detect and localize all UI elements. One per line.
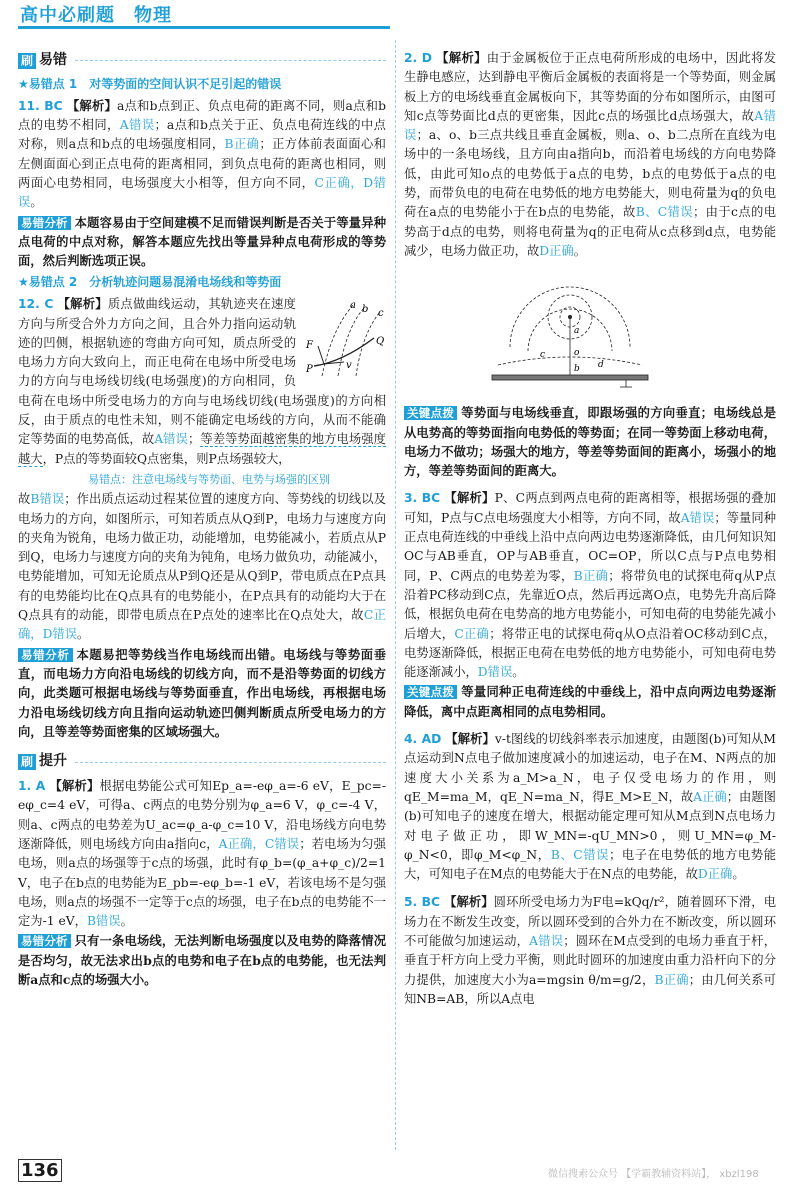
- answer-text: ；将带负电的试探电荷q从P点沿着PC移动到C点，先靠近O点，然后再远离O点，电势先升高后降低，根据负电荷在电势高的地方电势能小，可知电荷的电势能先减小后增大，: [404, 568, 776, 641]
- answer-number: 3. BC: [404, 491, 441, 506]
- answer-verdict: A错误: [529, 933, 564, 948]
- error-analysis-1: [18, 931, 386, 989]
- section-yicuo: [18, 50, 386, 72]
- answer-text: 。: [573, 243, 587, 258]
- section-tisheng: [18, 751, 386, 773]
- answer-3: [404, 488, 776, 682]
- section-rule: [75, 762, 386, 763]
- error-analysis-text: 只有一条电场线，无法判断电场强度以及电势的降落情况是否均匀，故无法求出b点的电势和电子在b点的电势能，也无法判断a点和c点的场强大小。: [18, 933, 386, 988]
- answer-text: v-t图线的切线斜率表示加速度，由题图(b)可知从M点运动到N点电子做加速度减小的加速运动，电子在M、N两点的加速度大小关系为a_M>a_N，电子仅受电场力的作用，则qE_M=ma_M，qE_N=ma_N，得E_M>E_N，故: [404, 732, 776, 804]
- key-tip-text: 等量同种正电荷连线的中垂线上，沿中点向两边电势逐渐降低，离中点距离相同的点电势相同。: [404, 684, 776, 719]
- answer-text: 。: [512, 665, 525, 680]
- answer-number: 4. AD: [404, 732, 442, 747]
- answer-verdict: B错误: [86, 914, 121, 929]
- section-tag: 刷: [18, 754, 36, 770]
- section-title: 提升: [39, 753, 68, 770]
- key-tip-3: [404, 682, 776, 721]
- answer-text: 质点做曲线运动，其轨迹夹在速度方向与所受合外力方向之间，且合外力指向运动轨迹的凹侧，根据轨迹的弯曲方向可知，质点所受的电场力方向大致向上，而正电荷在电场中所受电场力的方向与电场线切线(电场强度)的方向相同，负电荷在电场中所受电场力的方向与电场线切线(电场强度)的方向相反，由于质点的电性未知，则不能确定电场线的方向，从而不能确定等势面的电势高低，故: [18, 297, 386, 447]
- error-analysis-12: [18, 645, 386, 741]
- answer-number: 2. D: [404, 51, 433, 65]
- analysis-label: 【解析】: [444, 490, 495, 506]
- page-number-text: 136: [18, 1159, 62, 1182]
- force-arrow: [318, 346, 324, 364]
- answer-text: ，P点的等势面较Q点密集，则P点场强较大，: [42, 451, 291, 466]
- page-number: [18, 1157, 62, 1185]
- analysis-label: 【解析】: [436, 50, 487, 65]
- analysis-label: 【解析】: [57, 296, 108, 312]
- answer-text: ；由几何关系可知NB=AB，所以A点电: [404, 972, 776, 1006]
- underlined-text: 等差等势面越密集的地方电场强度越大: [18, 432, 386, 466]
- label-p: P: [306, 364, 313, 376]
- book-title: 高中必刷题 物理: [20, 5, 172, 26]
- label-c: c: [540, 350, 546, 361]
- answer-verdict: A错误: [680, 510, 715, 525]
- answer-verdict: D正确: [539, 243, 574, 258]
- answer-text: ；a、o、b三点共线且垂直金属板，则a、o、b二点所在直线为电场中的一条电场线，且方向由a指向b，而沿着电场线的方向电势降低，由此可知o点的电势低于a点的电势，b点的电势低于a点的电势，而带负电的电荷在电势低的地方电势能大，则电荷量为q的负电荷在a点的电势能小于在b点的电势能，故: [404, 128, 776, 220]
- label-b: b: [574, 364, 580, 375]
- analysis-label: 【解析】: [49, 778, 100, 794]
- answer-verdict: B错误: [30, 492, 65, 507]
- answer-text: ；电子在电势低的地方电势能大，可知电子在M点的电势能大于在N点的电势能，故: [404, 847, 776, 882]
- error-point-1: ★易错点 1 对等势面的空间认识不足引起的错误: [18, 76, 282, 91]
- answer-verdict: B、C错误: [635, 205, 693, 220]
- answer-number: 11. BC: [18, 98, 63, 113]
- label-a: a: [574, 326, 580, 337]
- label-o: o: [574, 348, 580, 359]
- answer-11: [18, 96, 386, 213]
- answer-text: 圆环所受电场力为F电=kQq/r²，随着圆环下滑，电场力在不断发生改变，所以圆环受到的合外力在不断改变，所以圆环不可能做匀加速运动，: [404, 895, 776, 948]
- answer-verdict: A错误: [404, 108, 776, 143]
- section-tag: 刷: [18, 53, 36, 69]
- answer-text: ；等量同种正点电荷连线的中垂线上沿中点向两边电势逐渐降低，由几何知识知OC与AB垂直，OP与AB垂直，OC=OP，所以C点与P点电势相同，P、C两点的电势差为零，: [404, 510, 776, 583]
- metal-plate: [492, 375, 648, 380]
- label-c: c: [378, 308, 384, 320]
- error-analysis-badge: 易错分析: [18, 216, 71, 230]
- error-tip: 易错点：注意电场线与等势面、电势与场强的区别: [88, 472, 330, 486]
- section-title: 易错: [39, 52, 68, 68]
- trajectory-figure: [302, 298, 386, 380]
- analysis-label: 【解析】: [66, 97, 117, 113]
- answer-text: P、C两点到两点电荷的距离相等，根据场强的叠加可知，P点与C点电场强度大小相等，方向不同，故: [404, 491, 776, 525]
- answer-verdict: A错误: [119, 118, 155, 133]
- left-column: [18, 48, 386, 989]
- right-column: [404, 48, 776, 1009]
- error-analysis-text: 本题易把等势线当作电场线而出错。电场线与等势面垂直，而电场力方向沿电场线的切线方向，而不是沿等势面的切线方向，此类题可根据电场线与等势面垂直，作出电场线，再根据电场力沿电场线切线方向且指向运动轨迹凹侧判断质点所受电场力的方向，且等差等势面密集的区域场强大。: [18, 646, 386, 739]
- watermark: 微信搜索公众号 【学霸教辅资料站】， xbzl198: [548, 1169, 759, 1180]
- answer-5: [404, 892, 776, 1009]
- answer-text: ；: [187, 432, 201, 447]
- answer-verdict: B正确: [224, 137, 260, 152]
- answer-text: ；由于c点的电势高于d点的电势，则将电荷量为q的正电荷从c点移到d点，电势能减少，电场力做正功，故: [404, 205, 776, 258]
- answer-text: ；正方体前表面面心和左侧面面心到正点电荷的距离相同，到负点电荷的距离也相同，则两面心电势相同，电场强度大小相等，但方向不同，: [18, 137, 386, 190]
- label-b: b: [362, 304, 369, 316]
- answer-text: ；圆环在M点受到的电场力垂直于杆，垂直于杆方向上受力平衡，则此时圆环的加速度由重力沿杆向下的分力提供，加速度大小为a=mgsin θ/m=g/2，: [404, 933, 776, 987]
- answer-number: 12. C: [18, 297, 54, 312]
- key-tip-text: 等势面与电场线垂直，即跟场强的方向垂直；电场线总是从电势高的等势面指向电势低的等势面；在同一等势面上移动电荷，电场力不做功；场强大的地方，等差等势面间的距离小，场强小的地方，等差等势面间的距离大。: [404, 405, 776, 479]
- error-analysis-text: 本题容易由于空间建模不足而错误判断是否关于等量异种点电荷的中点对称，解答本题应先找出等量异种点电荷形成的等势面，然后判断选项正误。: [18, 214, 386, 269]
- section-rule: [75, 60, 386, 61]
- answer-number: 1. A: [18, 779, 46, 794]
- label-force: F: [306, 340, 313, 352]
- answer-verdict: B正确: [573, 568, 609, 583]
- error-analysis-badge: 易错分析: [18, 648, 73, 662]
- key-tip-badge: 关键点拨: [404, 685, 457, 699]
- answer-verdict: A错误: [154, 432, 188, 447]
- answer-text: ；a点和b点关于正、负点电荷连线的中点对称，则a点和b点的电场强度相同，: [18, 118, 386, 152]
- column-divider: [395, 40, 396, 1150]
- answer-text: ；由题图(b)可知电子的速度在增大，根据动能定理可知从M点到N点电场力对电子做正功，即W_MN=-qU_MN>0，则U_MN=φ_M-φ_N<0，即φ_M<φ_N，: [404, 789, 776, 862]
- answer-number: 5. BC: [404, 895, 440, 910]
- answer-text: a点和b点到正、负点电荷的距离不同，则a点和b点的电势不相同，: [18, 98, 386, 133]
- answer-verdict: C正确: [454, 626, 490, 641]
- answer-text: 。: [120, 914, 133, 929]
- answer-text: ；作出质点运动过程某位置的速度方向、等势线的切线以及电场力的方向，如图所示，可知若质点从Q到P，电场力与速度方向的夹角为锐角，电场力做正功，动能增加，电势能减小，若质点从P到Q，电场力与速度方向的夹角为钝角，电场力做负功，动能减小，电势能增加，可知无论质点从P到Q还是从Q到P，带电质点在P点具有的电势能均比在Q点具有的电势能小，在P点具有的动能均大于在Q点具有的动能，即带电质点在P点处的速率比在Q点处大，故: [18, 492, 386, 623]
- answer-verdict: D错误: [477, 665, 513, 680]
- label-v: v: [346, 360, 352, 372]
- answer-text: 由于金属板位于正点电荷所形成的电场中，因此将发生静电感应，达到静电平衡后金属板的表面将是一个等势面，则金属板上方的电场线垂直金属板向下，其等势面的分布如图所示，由图可知c点等势面比d点的更密集，因此c点的场强比d点场强大，故: [404, 51, 776, 123]
- key-tip-badge: 关键点拨: [404, 406, 457, 420]
- key-tip-2: [404, 403, 776, 480]
- answer-text: 。: [77, 627, 90, 642]
- answer-text: 故: [18, 492, 31, 507]
- answer-12-cont: [18, 490, 386, 644]
- answer-2: [404, 48, 776, 261]
- answer-verdict: C正确，D错误: [18, 608, 386, 642]
- analysis-label: 【解析】: [445, 731, 495, 747]
- answer-text: ；将带正电的试探电荷q从O点沿着OC移动到C点，电势逐渐降低，根据正电荷在电势低的地方电势能小，可知电荷电势能逐渐减小，: [404, 626, 776, 680]
- error-point-2: ★易错点 2 分析轨迹问题易混淆电场线和等势面: [18, 275, 282, 290]
- equipotential-figure: [490, 271, 650, 393]
- answer-1: [18, 776, 386, 931]
- label-q: Q: [376, 336, 385, 348]
- page-header: [0, 0, 800, 28]
- answer-text: 根据电势能公式可知Ep_a=-eφ_a=-6 eV，E_pc=-eφ_c=4 eV，可得a、c两点的电势分别为φ_a=6 V，φ_c=-4 V，则a、c两点的电势差为U_ac=φ_a-φ_c=10 V，沿电场线方向电势逐渐降低，则电场线方向由a指向c，: [18, 779, 386, 851]
- label-a: a: [350, 300, 356, 312]
- analysis-label: 【解析】: [444, 894, 494, 910]
- error-analysis-11: [18, 213, 386, 271]
- header-bar: [18, 26, 390, 29]
- answer-verdict: D正确: [697, 867, 733, 882]
- error-analysis-badge: 易错分析: [18, 934, 71, 948]
- answer-verdict: B、C错误: [550, 847, 609, 862]
- answer-4: [404, 729, 776, 884]
- label-d: d: [598, 360, 604, 371]
- answer-verdict: A正确: [693, 789, 727, 804]
- answer-verdict: C正确，D错误: [18, 175, 386, 210]
- answer-verdict: B正确: [654, 972, 689, 987]
- answer-text: ；若电场为匀强电场，则a点的场强等于c点的场强，此时有φ_b=(φ_a+φ_c)/2=1 V，电子在b点的电势能为E_pb=-eφ_b=-1 eV，若该电场不是匀强电场，则a点的场强不一定等于c点的场强，电子在b点的电势能不一定为-1 eV，: [18, 836, 386, 929]
- answer-text: 。: [732, 867, 745, 882]
- answer-verdict: A正确，C错误: [218, 836, 300, 851]
- answer-text: 。: [30, 195, 43, 210]
- point-charge: [568, 315, 572, 319]
